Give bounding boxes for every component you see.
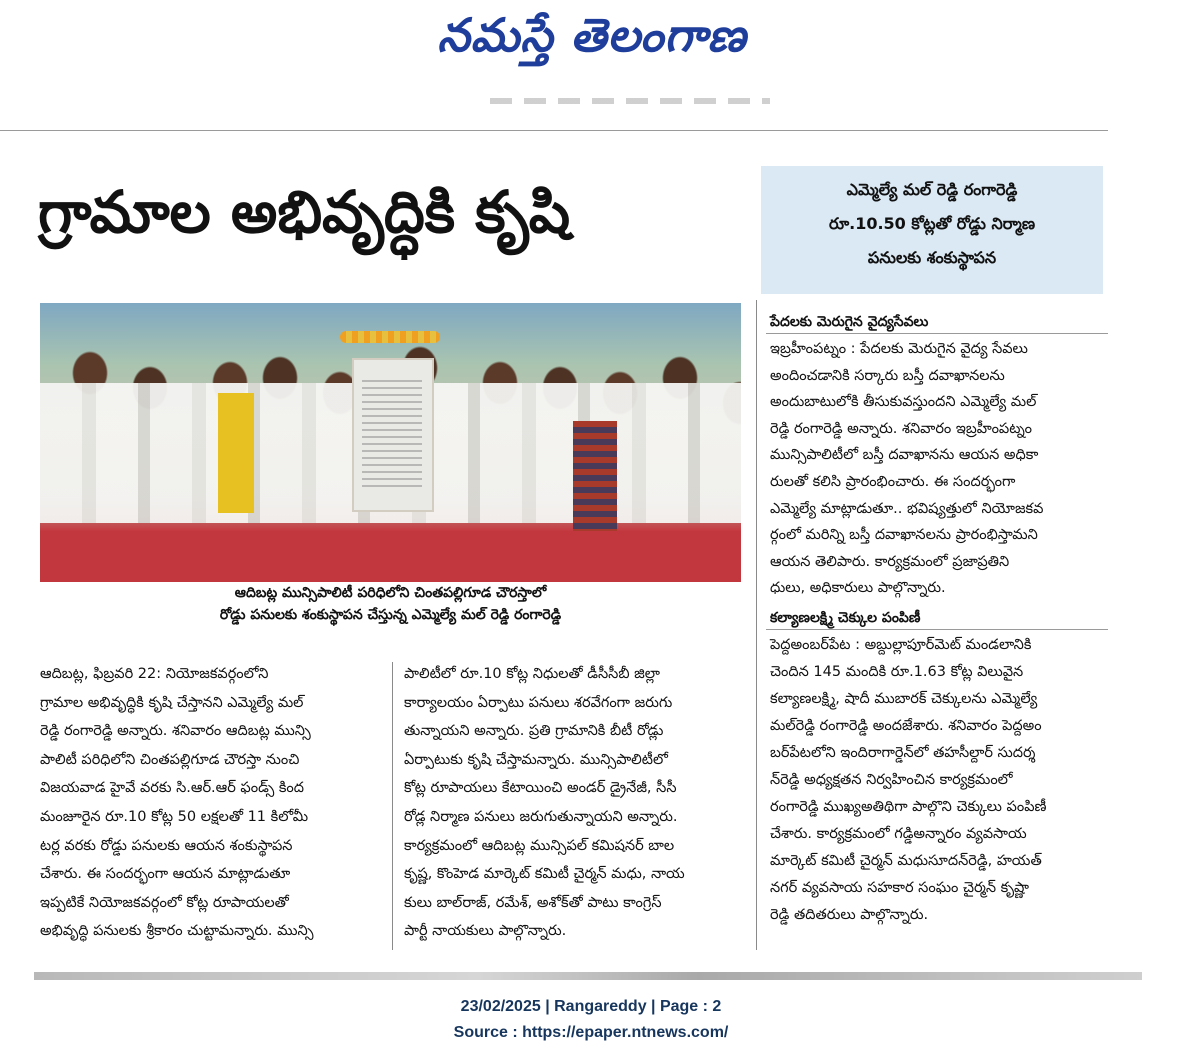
article-line: రెడ్డి రంగారెడ్డి అన్నారు. శనివారం ఆదిబట్ల మున్సి bbox=[40, 723, 311, 740]
story3-line: పెద్దఅంబర్‌పేట : అబ్దుల్లాపూర్‌మెట్ మండలానికి bbox=[770, 637, 1032, 653]
sidebar-line1: ఎమ్మెల్యే మల్ రెడ్డి రంగారెడ్డి bbox=[846, 180, 1018, 199]
photo-caption bbox=[40, 582, 741, 626]
article-line: కార్యక్రమంలో ఆదిబట్ల మున్సిపల్ కమిషనర్ బాల bbox=[404, 837, 675, 854]
story3-line: కల్యాణలక్ష్మి, షాదీ ముబారక్ చెక్కులను ఎమ్మెల్యే bbox=[770, 691, 1038, 707]
story2-body bbox=[770, 336, 1106, 602]
article-line: రోడ్ల నిర్మాణ పనులు జరుగుతున్నాయని అన్నారు. bbox=[404, 808, 678, 825]
story3-line: బర్‌పేటలోని ఇందిరాగార్డెన్‌లో తహసీల్దార్ సుదర్శ bbox=[770, 745, 1036, 761]
article-line: పాలిటీలో రూ.10 కోట్ల నిధులతో డీసీసీబీ జిల్లా bbox=[404, 666, 660, 682]
story3-line: నగర్ వ్యవసాయ సహకార సంఘం చైర్మన్ కృష్ణా bbox=[770, 880, 1029, 896]
article-line: కృష్ణ, కొంహెడ మార్కెట్ కమిటీ చైర్మన్ మధు, నాయ bbox=[404, 866, 685, 883]
story2-line: ఆయన తెలిపారు. కార్యక్రమంలో ప్రజాప్రతిని bbox=[770, 553, 1010, 570]
sidebar-line3: పనులకు శంకుస్థాపన bbox=[867, 248, 997, 267]
page-footer bbox=[0, 994, 1182, 1046]
story3-line: మల్‌రెడ్డి రంగారెడ్డి అందజేశారు. శనివారం పెద్దఅం bbox=[770, 718, 1042, 734]
red-carpet bbox=[40, 531, 741, 582]
column-divider bbox=[756, 300, 757, 950]
story2-heading-rule bbox=[766, 333, 1108, 334]
story3-line: రంగారెడ్డి ముఖ్యఅతిథిగా పాల్గొని చెక్కులు పంపిణీ bbox=[770, 799, 1047, 815]
article-line: గ్రామాల అభివృద్ధికి కృషి చేస్తానని ఎమ్మెల్యే మల్ bbox=[40, 694, 304, 711]
photo-yellow-scarf bbox=[218, 393, 254, 513]
article-line: తున్నాయని అన్నారు. ప్రతి గ్రామానికి బీటీ రోడ్లు bbox=[404, 723, 664, 740]
article-line: మంజూరైన రూ.10 కోట్ల 50 లక్షలతో 11 కిలోమీ bbox=[40, 808, 309, 825]
article-line: పార్టీ నాయకులు పాల్గొన్నారు. bbox=[404, 923, 567, 940]
sidebar-highlight-box bbox=[761, 166, 1103, 294]
article-line: కోట్ల రూపాయలు కేటాయించి అండర్ డ్రైనేజీ, సీసీ bbox=[404, 780, 677, 797]
news-photo bbox=[40, 303, 741, 582]
story2-heading: పేదలకు మెరుగైన వైద్యసేవలు bbox=[770, 314, 929, 330]
foundation-plaque bbox=[352, 358, 434, 512]
story2-line: ర్గంలో మరిన్ని బస్తీ దవాఖానలను ప్రారంభిస్తామని bbox=[770, 527, 1038, 544]
story3-body bbox=[770, 632, 1106, 929]
article-line: విజయవాడ హైవే వరకు సి.ఆర్.ఆర్ ఫండ్స్ కింద bbox=[40, 780, 304, 797]
footer-source-link[interactable]: Source : https://epaper.ntnews.com/ bbox=[453, 1024, 729, 1041]
article-line: పాలిటీ పరిధిలోని చింతపల్లిగూడ చౌరస్తా నుంచి bbox=[40, 751, 300, 768]
article-line: ఆదిబట్ల, ఫిబ్రవరి 22: నియోజకవర్గంలోని bbox=[40, 666, 269, 682]
newspaper-logo: నమస్తే తెలంగాణ bbox=[437, 8, 747, 62]
story2-line: ఎమ్మెల్యే మాట్లాడుతూ.. భవిష్యత్తులో నియోజకవ bbox=[770, 500, 1044, 517]
story3-line: చేశారు. కార్యక్రమంలో గడ్డిఅన్నారం వ్యవసాయ bbox=[770, 826, 1027, 842]
article-line: టర్ల వరకు రోడ్డు పనులకు ఆయన శంకుస్థాపన bbox=[40, 837, 293, 854]
story2-line: రులతో కలిసి ప్రారంభించారు. ఈ సందర్భంగా bbox=[770, 473, 1016, 490]
story2-line: ధులు, అధికారులు పాల్గొన్నారు. bbox=[770, 580, 946, 597]
story3-heading-rule bbox=[766, 629, 1108, 630]
story3-line: రెడ్డి తదితరులు పాల్గొన్నారు. bbox=[770, 907, 929, 923]
story3-heading: కల్యాణలక్ష్మి చెక్కుల పంపిణీ bbox=[770, 610, 921, 626]
masthead bbox=[0, 0, 1182, 130]
story3-line: న్‌రెడ్డి అధ్యక్షతన నిర్వహించిన కార్యక్రమంలో bbox=[770, 772, 1013, 788]
column-divider bbox=[392, 662, 393, 950]
masthead-decoration bbox=[490, 98, 770, 104]
article-line: కార్యాలయం ఏర్పాటు పనులు శరవేగంగా జరుగు bbox=[404, 694, 673, 711]
next-article-strip bbox=[34, 972, 1142, 980]
story2-line: అందించడానికి సర్కారు బస్తీ దవాఖానలను bbox=[770, 367, 1005, 384]
photo-caption-line2: రోడ్డు పనులకు శంకుస్థాపన చేస్తున్న ఎమ్మెల్యే మల్ రెడ్డి రంగారెడ్డి bbox=[219, 607, 562, 623]
article-line: ఏర్పాటుకు కృషి చేస్తామన్నారు. మున్సిపాలిటీలో bbox=[404, 751, 668, 768]
footer-date-line: 23/02/2025 | Rangareddy | Page : 2 bbox=[460, 998, 722, 1015]
article-line: ఇప్పటికే నియోజకవర్గంలో కోట్ల రూపాయలతో bbox=[40, 894, 289, 911]
article-line: అభివృద్ధి పనులకు శ్రీకారం చుట్టామన్నారు. మున్సి bbox=[40, 923, 314, 940]
article-column-1 bbox=[40, 660, 380, 946]
article-column-2 bbox=[404, 660, 746, 946]
article-line: చేశారు. ఈ సందర్భంగా ఆయన మాట్లాడుతూ bbox=[40, 866, 291, 883]
story2-line: ఇబ్రహీంపట్నం : పేదలకు మెరుగైన వైద్య సేవలు bbox=[770, 341, 1028, 357]
page-headline: గ్రామాల అభివృద్ధికి కృషి bbox=[38, 178, 571, 246]
photo-striped-shirt bbox=[573, 421, 617, 531]
sidebar-line2: రూ.10.50 కోట్లతో రోడ్డు నిర్మాణ bbox=[828, 214, 1036, 233]
masthead-divider bbox=[0, 130, 1108, 131]
story2-line: రెడ్డి రంగారెడ్డి అన్నారు. శనివారం ఇబ్రహీంపట్నం bbox=[770, 420, 1032, 437]
photo-garland bbox=[340, 331, 440, 343]
article-line: కులు బాల్‌రాజ్, రమేశ్, అశోక్‌తో పాటు కాంగ్రెస్ bbox=[404, 894, 662, 911]
story3-line: మార్కెట్ కమిటీ చైర్మన్ మధుసూదన్‌రెడ్డి, హయత్ bbox=[770, 853, 1042, 869]
story2-line: అందుబాటులోకి తీసుకువస్తుందని ఎమ్మెల్యే మల్ bbox=[770, 394, 1037, 411]
photo-caption-line1: ఆదిబట్ల మున్సిపాలిటీ పరిధిలోని చింతపల్లిగూడ చౌరస్తాలో bbox=[234, 585, 547, 601]
story2-line: మున్సిపాలిటీలో బస్తీ దవాఖానను ఆయన అధికా bbox=[770, 447, 1039, 464]
story3-line: చెందిన 145 మందికి రూ.1.63 కోట్ల విలువైన bbox=[770, 664, 1024, 680]
